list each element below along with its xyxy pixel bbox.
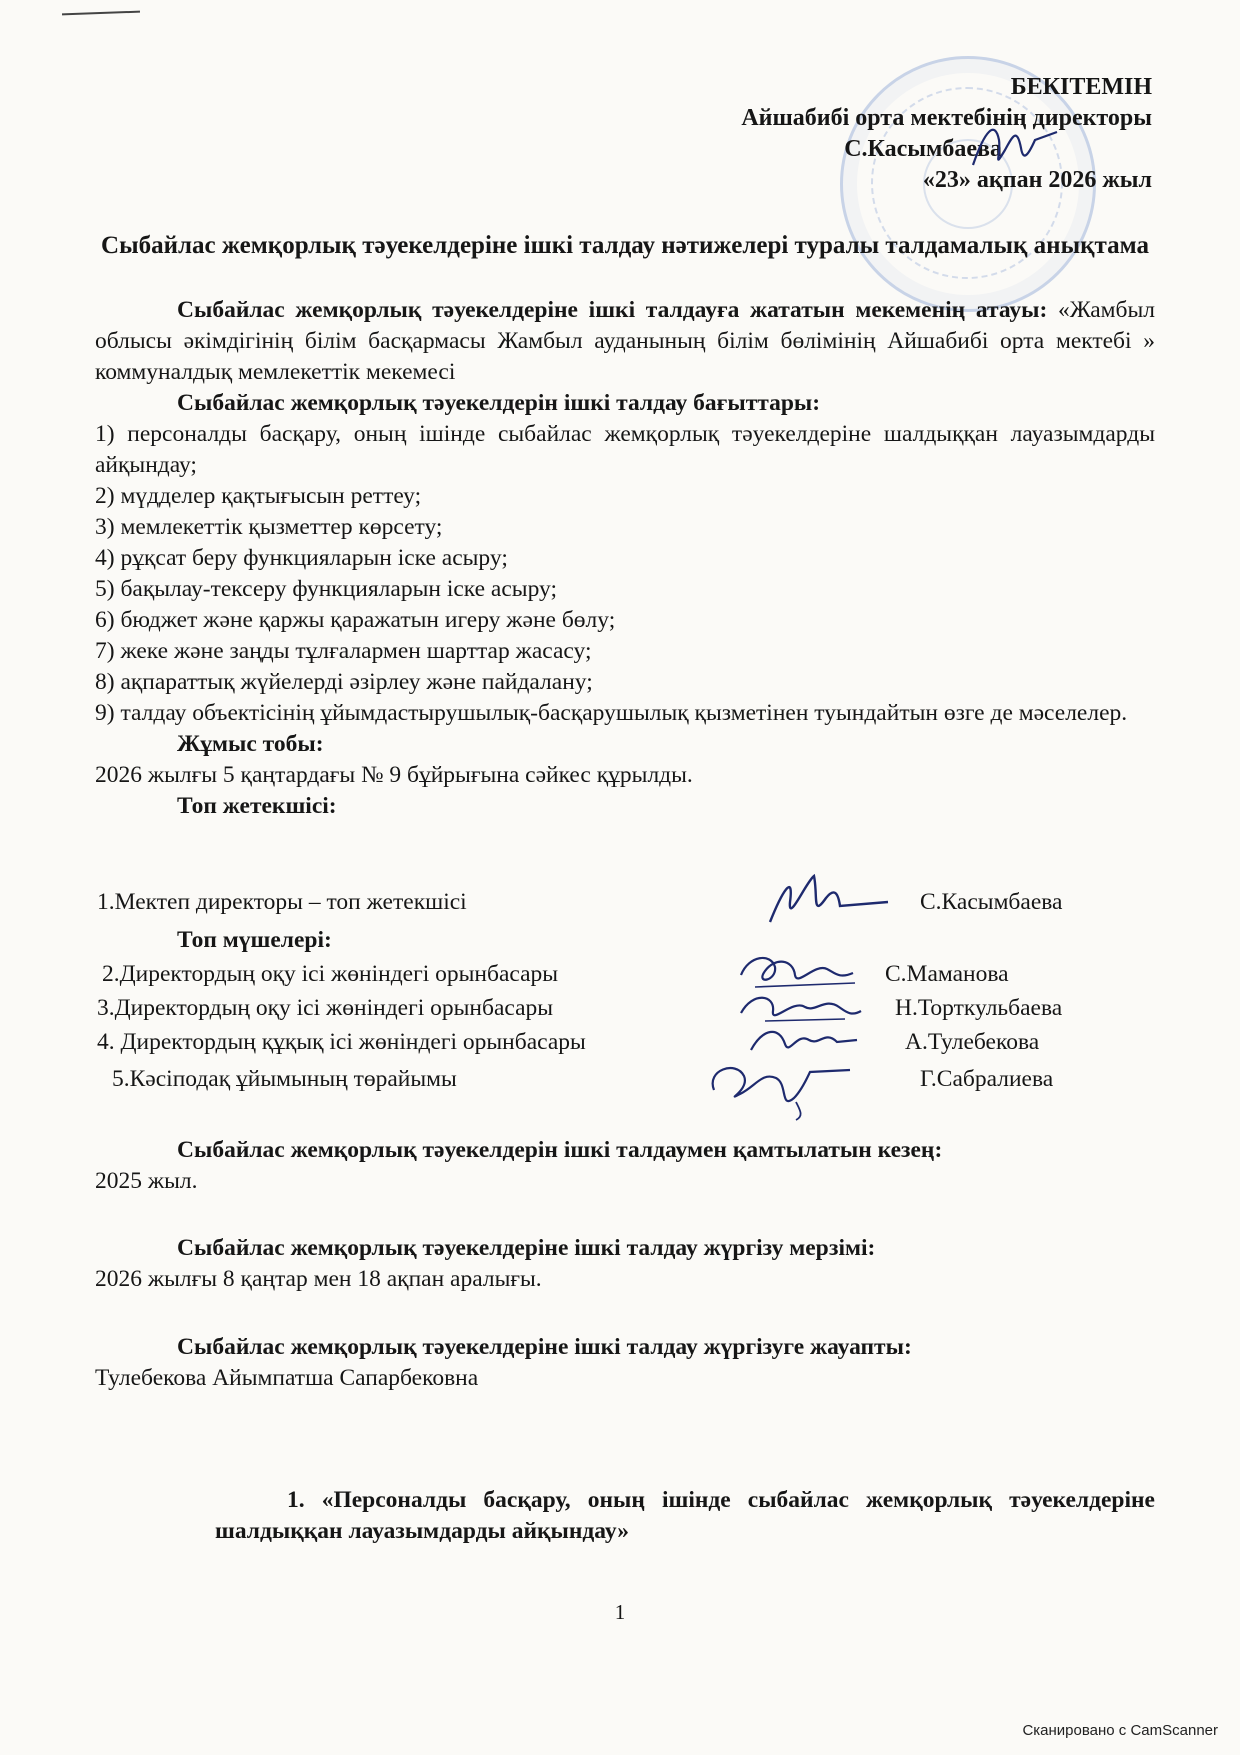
- period-section: [95, 1135, 1155, 1197]
- direction-item: 9) талдау объектісінің ұйымдастырушылық-басқарушылық қызметінен туындайтын өзге де мәселелер.: [95, 700, 1128, 726]
- member-name: Г.Сабралиева: [920, 1066, 1054, 1092]
- organization-value: «Жамбыл облысы әкімдігінің білім басқармасы Жамбыл ауданының білім бөлімінің Айшабибі орта мектебі » коммуналдық мемлекеттік мекемесі: [95, 297, 1156, 385]
- direction-item: 6) бюджет және қаржы қаражатын игеру және бөлу;: [95, 607, 616, 633]
- member-role: 4. Директордың құқық ісі жөніндегі орынбасары: [97, 1029, 586, 1055]
- member-name: Н.Торткульбаева: [895, 995, 1063, 1021]
- scanner-watermark: Сканировано с CamScanner: [1022, 1722, 1218, 1739]
- member-role: 2.Директордың оқу ісі жөніндегі орынбасары: [102, 961, 559, 987]
- director-signature-approval: [965, 110, 1075, 180]
- section-1-title: 1. «Персоналды басқару, оның ішінде сыбайлас жемқорлық тәуекелдеріне шалдыққан лауазымдарды айқындау»: [215, 1487, 1155, 1544]
- approval-position: Айшабибі орта мектебінің директоры: [741, 105, 1152, 131]
- organization-paragraph: [95, 295, 1155, 388]
- organization-label: Сыбайлас жемқорлық тәуекелдеріне ішкі талдауға жататын мекеменің атауы:: [177, 297, 1048, 323]
- duration-heading: Сыбайлас жемқорлық тәуекелдеріне ішкі талдау жүргізу мерзімі:: [177, 1235, 876, 1261]
- group-leader-name: С.Касымбаева: [920, 889, 1063, 915]
- member-role: 5.Кәсіподақ ұйымының төрайымы: [112, 1066, 457, 1092]
- member-role: 3.Директордың оқу ісі жөніндегі орынбасары: [97, 995, 554, 1021]
- duration-section: [95, 1233, 1155, 1295]
- members-heading-wrap: [95, 925, 1155, 956]
- direction-item: 2) мүдделер қақтығысын реттеу;: [95, 483, 422, 509]
- member-row: [0, 1062, 1240, 1096]
- document-title: Сыбайлас жемқорлық тәуекелдеріне ішкі талдау нәтижелері туралы талдамалық анықтама: [101, 232, 1149, 259]
- member-name: С.Маманова: [885, 961, 1009, 987]
- period-text: 2025 жыл.: [95, 1168, 198, 1194]
- direction-item: 7) жеке және заңды тұлғалармен шарттар жасасу;: [95, 638, 592, 664]
- directions-section: [95, 388, 1155, 822]
- member-signature: [700, 1050, 860, 1122]
- responsible-text: Тулебекова Айымпатша Сапарбековна: [95, 1365, 479, 1391]
- approval-director: С.Касымбаева: [844, 136, 1002, 162]
- group-leader-heading: Топ жетекшісі:: [177, 793, 337, 819]
- working-group-heading: Жұмыс тобы:: [177, 731, 324, 757]
- duration-text: 2026 жылғы 8 қаңтар мен 18 ақпан аралығы.: [95, 1266, 542, 1292]
- responsible-section: [95, 1332, 1155, 1394]
- leader-signature: [760, 862, 900, 932]
- scan-artifact-line: [62, 11, 140, 16]
- approval-date: «23» ақпан 2026 жыл: [922, 167, 1152, 193]
- working-group-text: 2026 жылғы 5 қаңтардағы № 9 бұйрығына сәйкес құрылды.: [95, 762, 693, 788]
- member-name: А.Тулебекова: [905, 1029, 1040, 1055]
- direction-item: 8) ақпараттық жүйелерді әзірлеу және пайдалану;: [95, 669, 593, 695]
- group-leader-row: [0, 885, 1240, 919]
- approval-title: БЕКІТЕМІН: [1010, 74, 1152, 100]
- direction-item: 4) рұқсат беру функцияларын іске асыру;: [95, 545, 508, 571]
- member-row: [0, 991, 1240, 1025]
- members-heading: Топ мүшелері:: [177, 927, 332, 953]
- direction-item: 5) бақылау-тексеру функцияларын іске асыру;: [95, 576, 557, 602]
- member-row: [0, 957, 1240, 991]
- direction-item: 3) мемлекеттік қызметтер көрсету;: [95, 514, 443, 540]
- responsible-heading: Сыбайлас жемқорлық тәуекелдеріне ішкі талдау жүргізуге жауапты:: [177, 1334, 912, 1360]
- member-row: [0, 1025, 1240, 1059]
- period-heading: Сыбайлас жемқорлық тәуекелдерін ішкі талдаумен қамтылатын кезең:: [177, 1137, 943, 1163]
- page-number: 1: [614, 1600, 626, 1624]
- direction-item: 1) персоналды басқару, оның ішінде сыбайлас жемқорлық тәуекелдеріне шалдыққан лауазымдарды айқындау;: [95, 421, 1155, 478]
- group-leader-role: 1.Мектеп директоры – топ жетекшісі: [97, 889, 467, 915]
- directions-heading: Сыбайлас жемқорлық тәуекелдерін ішкі талдау бағыттары:: [177, 390, 821, 416]
